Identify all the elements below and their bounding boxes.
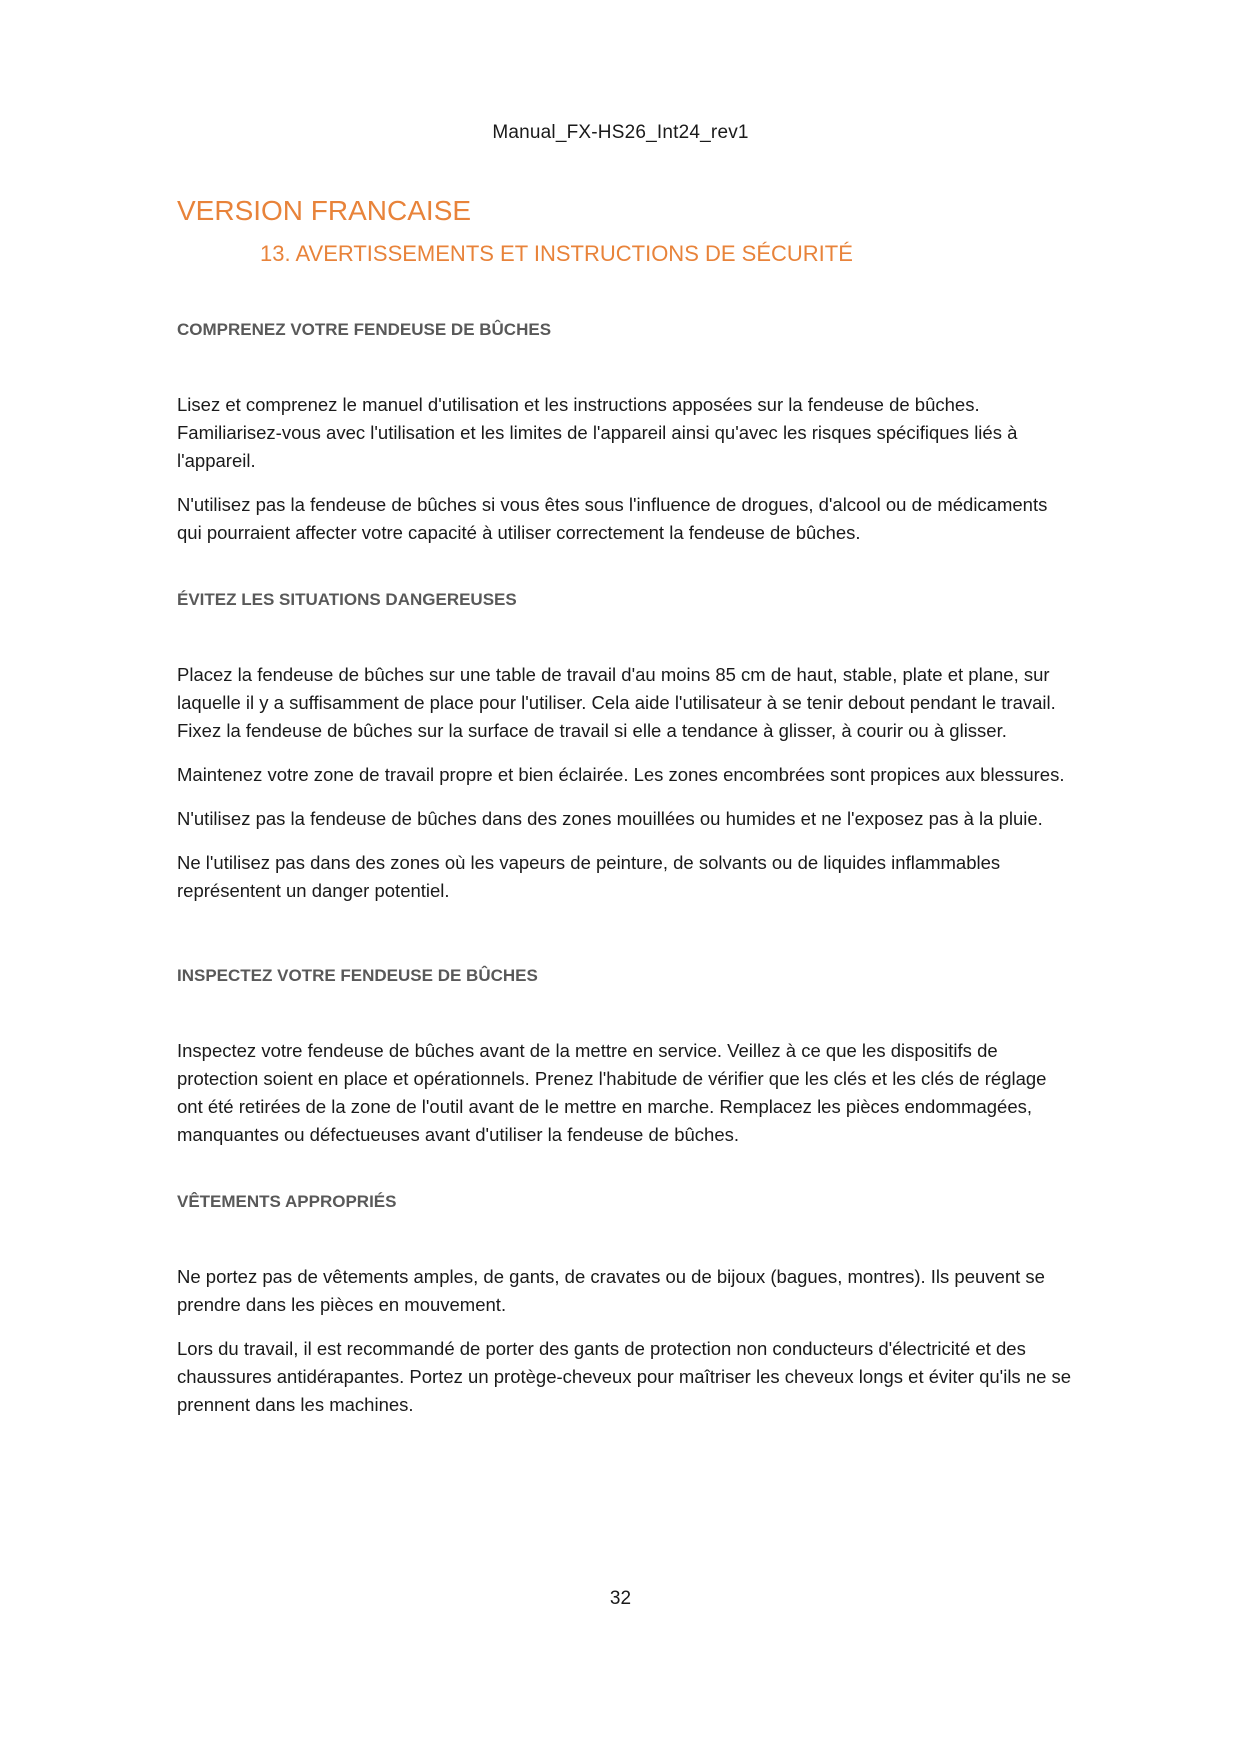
running-header: Manual_FX-HS26_Int24_rev1 [492,122,749,143]
section-avoid-danger [177,589,1077,905]
section-heading: COMPRENEZ VOTRE FENDEUSE DE BÛCHES [177,320,552,339]
version-title: VERSION FRANCAISE [177,195,472,226]
paragraph: Lisez et comprenez le manuel d'utilisation et les instructions apposées sur la fendeuse de bûches. Familiarisez-vous avec l'utilisation et les limites de l'appareil ainsi qu'avec les risques spécifiques liés à l'appareil. [177,394,1018,471]
paragraph: Ne l'utilisez pas dans des zones où les vapeurs de peinture, de solvants ou de liquides inflammables représentent un danger potentiel. [177,852,1001,901]
section-clothing [177,1191,1077,1419]
paragraph: Inspectez votre fendeuse de bûches avant de la mettre en service. Veillez à ce que les dispositifs de protection soient en place et opérationnels. Prenez l'habitude de vérifier que les clés et les clés de réglage ont été retirées de la zone de l'outil avant de le mettre en marche. Remplacez les pièces endommagées, manquantes ou défectueuses avant d'utiliser la fendeuse de bûches. [177,1040,1047,1145]
paragraph: Lors du travail, il est recommandé de porter des gants de protection non conducteurs d'électricité et des chaussures antidérapantes. Portez un protège-cheveux pour maîtriser les cheveux longs et éviter qu'ils ne se prennent dans les machines. [177,1338,1072,1415]
section-heading: ÉVITEZ LES SITUATIONS DANGEREUSES [177,590,517,609]
paragraph: N'utilisez pas la fendeuse de bûches si vous êtes sous l'influence de drogues, d'alcool ou de médicaments qui pourraient affecter votre capacité à utiliser correctement la fendeuse de bûches. [177,494,1048,543]
paragraph: Maintenez votre zone de travail propre et bien éclairée. Les zones encombrées sont propices aux blessures. [177,764,1065,785]
paragraph: Placez la fendeuse de bûches sur une table de travail d'au moins 85 cm de haut, stable, plate et plane, sur laquelle il y a suffisamment de place pour l'utiliser. Cela aide l'utilisateur à se tenir debout pendant le travail. Fixez la fendeuse de bûches sur la surface de travail si elle a tendance à glisser, à courir ou à glisser. [177,664,1056,741]
paragraph: Ne portez pas de vêtements amples, de gants, de cravates ou de bijoux (bagues, montres). Ils peuvent se prendre dans les pièces en mouvement. [177,1266,1045,1315]
page-number: 32 [609,1588,632,1609]
section-heading: INSPECTEZ VOTRE FENDEUSE DE BÛCHES [177,966,538,985]
section-title: 13. AVERTISSEMENTS ET INSTRUCTIONS DE SÉCURITÉ [260,241,853,266]
section-heading: VÊTEMENTS APPROPRIÉS [177,1192,397,1211]
section-inspect [177,965,1077,1149]
section-understand [177,319,1077,547]
paragraph: N'utilisez pas la fendeuse de bûches dans des zones mouillées ou humides et ne l'exposez pas à la pluie. [177,808,1043,829]
page-content [177,193,1077,1419]
